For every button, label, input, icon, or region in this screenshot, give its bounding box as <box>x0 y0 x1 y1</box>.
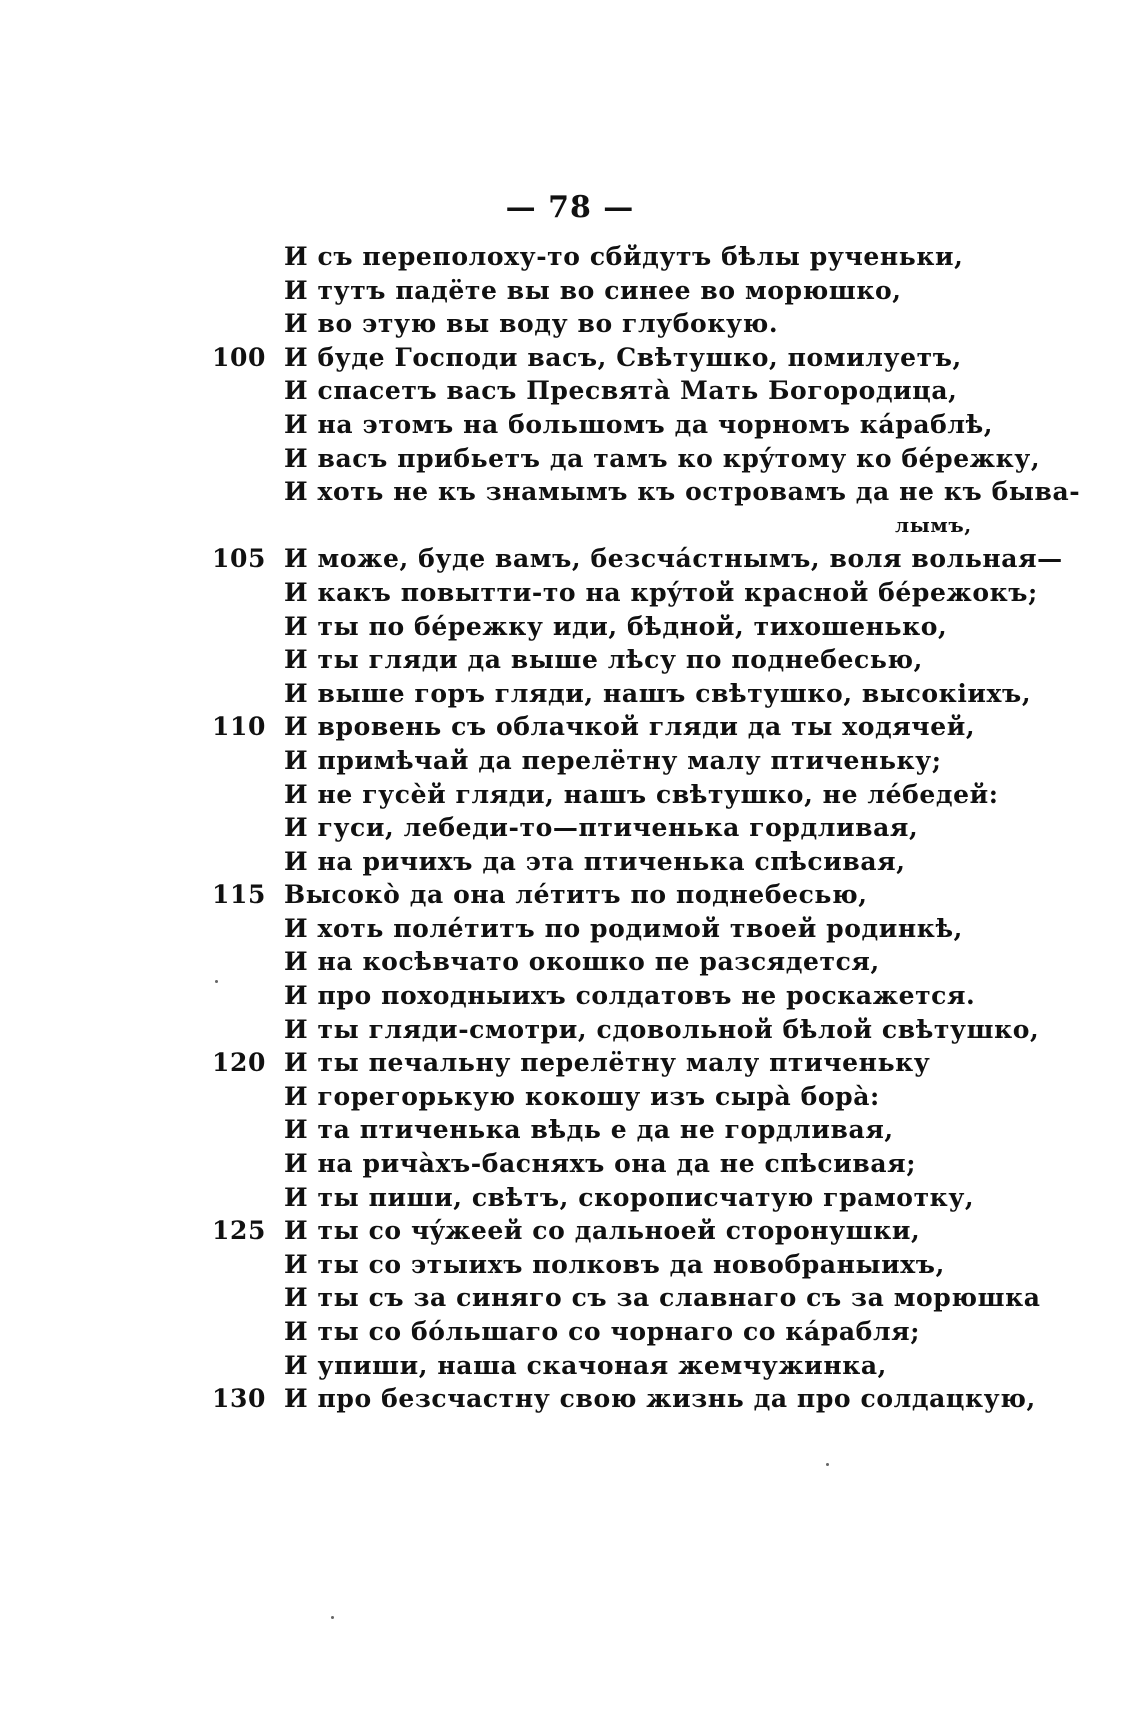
line-text: И спасетъ васъ Пресвятà Мать Богородица, <box>284 376 958 406</box>
line-text: И ты гляди да выше лѣсу по поднебесью, <box>284 645 923 675</box>
verse-line <box>200 1181 1000 1215</box>
verse-line <box>200 610 1000 644</box>
line-text: И ты пиши, свѣтъ, скорописчатую грамотку, <box>284 1182 975 1212</box>
verse-line <box>200 1113 1000 1147</box>
line-text: И горегорькую кокошу изъ сырà борà: <box>284 1081 880 1111</box>
line-text: И може, буде вамъ, безсчáстнымъ, воля вольная— <box>284 544 1063 574</box>
verse-line <box>200 811 1000 845</box>
verse-line <box>200 677 1032 711</box>
line-text: И на ричихъ да эта птиченька спѣсивая, <box>284 846 906 876</box>
verse-line <box>200 1214 1000 1248</box>
verse-line <box>200 878 1000 912</box>
verse-line <box>200 778 1000 812</box>
page-number: — 78 — <box>505 190 635 225</box>
line-text: И буде Господи васъ, Свѣтушко, помилуетъ, <box>284 342 962 372</box>
line-number: 120 <box>212 1048 266 1078</box>
line-text: И хоть не къ знамымъ къ островамъ да не къ быва- <box>284 477 1081 507</box>
verse-line <box>200 274 1000 308</box>
verse-line <box>200 1281 1041 1315</box>
line-text: И на ричàхъ-басняхъ она да не спѣсивая; <box>284 1149 917 1179</box>
line-number: 125 <box>212 1216 266 1246</box>
line-text: Высокò да она лéтитъ по поднебесью, <box>284 880 868 910</box>
line-number: 130 <box>212 1384 266 1414</box>
verse-line <box>200 1248 1000 1282</box>
verse-line <box>200 1080 1000 1114</box>
verse-line <box>200 643 1000 677</box>
line-text: И не гусѐй гляди, нашъ свѣтушко, не лéбедей: <box>284 779 999 809</box>
verse-line <box>200 945 1000 979</box>
verse-line <box>200 542 1063 576</box>
line-text: И какъ повытти-то на крýтой красной бéрежокъ; <box>284 577 1038 607</box>
verse-line <box>200 1013 1040 1047</box>
line-text: лымъ, <box>895 512 972 537</box>
verse-line <box>200 240 1000 274</box>
line-text: И васъ прибьетъ да тамъ ко крýтому ко бéрежку, <box>284 443 1041 473</box>
print-speck <box>215 980 218 983</box>
verse-line <box>200 475 1081 509</box>
verse-line <box>200 341 1000 375</box>
verse-line <box>200 912 1000 946</box>
verse-line <box>200 307 1000 341</box>
line-text: И гуси, лебеди-то—птиченька гордливая, <box>284 813 919 843</box>
line-text: И примѣчай да перелётну малу птиченьку; <box>284 745 942 775</box>
verse-line <box>200 845 1000 879</box>
verse-line <box>200 374 1000 408</box>
verse-line <box>200 1382 1036 1416</box>
line-text: И упиши, наша скачоная жемчужинка, <box>284 1350 887 1380</box>
verse-block <box>200 240 1081 1416</box>
line-text: И на косѣвчато окошко пе разсядется, <box>284 947 880 977</box>
line-text: И на этомъ на большомъ да чорномъ кáраблѣ, <box>284 409 994 439</box>
print-speck <box>826 1463 829 1466</box>
line-number: 100 <box>212 342 266 372</box>
line-number: 105 <box>212 544 266 574</box>
line-number: 115 <box>212 880 266 910</box>
line-text: И съ переполоху-то сбйдутъ бѣлы рученьки, <box>284 242 964 271</box>
verse-line <box>200 1349 1000 1383</box>
line-text: И хоть полéтитъ по родимой твоей родинкѣ, <box>284 913 963 943</box>
line-text: И ты со бóльшаго со чорнаго со кáрабля; <box>284 1317 921 1346</box>
line-text: И ты печальну перелётну малу птиченьку <box>284 1048 931 1078</box>
verse-line <box>200 1147 1000 1181</box>
line-text: И та птиченька вѣдь е да не гордливая, <box>284 1115 894 1145</box>
line-text: И ты со чýжеей со дальноей сторонушки, <box>284 1216 921 1246</box>
print-speck <box>331 1616 334 1619</box>
verse-line <box>200 442 1041 476</box>
line-text: И тутъ падёте вы во синее во морюшко, <box>284 275 902 305</box>
verse-line <box>200 744 1000 778</box>
verse-line <box>200 710 1000 744</box>
line-text: И про походныихъ солдатовъ не роскажется. <box>284 981 976 1011</box>
verse-line <box>200 509 1000 543</box>
verse-line <box>200 408 1000 442</box>
line-text: И ты со этыихъ полковъ да новобраныихъ, <box>284 1249 945 1279</box>
verse-line <box>200 576 1038 610</box>
line-text: И выше горъ гляди, нашъ свѣтушко, высокiихъ, <box>284 678 1032 708</box>
line-text: И во этую вы воду во глубокую. <box>284 309 779 339</box>
verse-line <box>200 1315 1000 1349</box>
line-number: 110 <box>212 712 266 742</box>
line-text: И про безсчастну свою жизнь да про солдацкую, <box>284 1384 1036 1414</box>
line-text: И вровень съ облачкой гляди да ты ходячей, <box>284 712 976 742</box>
verse-line <box>200 1046 1000 1080</box>
line-text: И ты гляди-смотри, сдовольной бѣлой свѣтушко, <box>284 1014 1040 1044</box>
line-text: И ты по бéрежку иди, бѣдной, тихошенько, <box>284 611 948 641</box>
line-text: И ты съ за синяго съ за славнаго съ за морюшка <box>284 1283 1041 1313</box>
verse-line <box>200 979 1000 1013</box>
